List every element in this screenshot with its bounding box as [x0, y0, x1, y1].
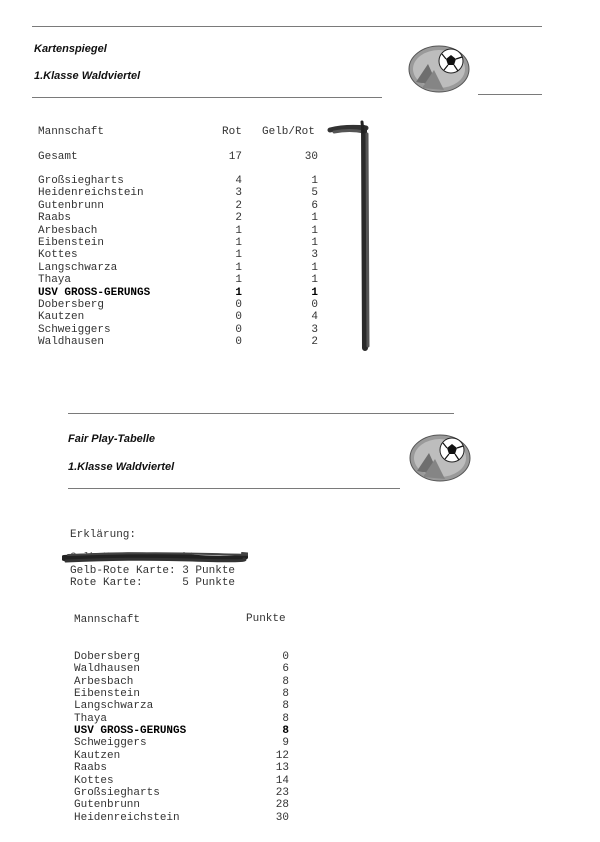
table-row-rot: 1: [235, 237, 242, 249]
table-row-gelbrot: 3: [311, 323, 318, 336]
soccer-ball-logo: [408, 44, 470, 94]
list-item-points: 8: [282, 688, 289, 701]
table-row-gelbrot: 6: [311, 199, 318, 212]
table-row-team: Langschwarza: [38, 261, 118, 274]
table-row-rot: 1: [235, 286, 242, 299]
total-rot: 17: [228, 151, 242, 163]
list-item-points: 6: [282, 663, 289, 676]
list-item-team: USV GROSS-GERUNGS: [74, 725, 187, 738]
table-row-team: Dobersberg: [38, 299, 105, 311]
table-row-rot: 2: [235, 212, 242, 225]
table-row-rot: 1: [235, 249, 242, 262]
header-rule-left: [32, 97, 382, 98]
table-row-rot: 0: [235, 311, 242, 324]
table-row-gelbrot: 0: [311, 299, 318, 311]
struck-yellow-card-line: Gelb Karte: 1 Punkt: [70, 552, 196, 564]
list-item-points: 30: [275, 811, 289, 824]
list-item-points: 14: [275, 774, 289, 787]
list-item-points: 8: [282, 725, 289, 738]
list-item-points: 8: [282, 700, 289, 713]
table-row-team: Waldhausen: [38, 336, 105, 349]
table-row-rot: 1: [235, 261, 242, 274]
list-item-team: Langschwarza: [74, 700, 154, 713]
table-row-team: Thaya: [38, 274, 72, 287]
table-row-gelbrot: 4: [311, 311, 318, 324]
rule-rot: Rote Karte: 5 Punkte: [70, 577, 236, 589]
table-row-team: Kautzen: [38, 311, 85, 324]
table-row-gelbrot: 1: [311, 212, 318, 225]
table-row-rot: 2: [235, 199, 242, 212]
list-item-team: Dobersberg: [74, 651, 141, 663]
list-item-points: 9: [282, 737, 289, 750]
fairplay-top-rule: [68, 413, 454, 414]
table-row-gelbrot: 5: [311, 187, 318, 200]
explanation-label: Erklärung:: [70, 529, 137, 541]
header-rule-right: [478, 94, 542, 95]
table-row-team: USV GROSS-GERUNGS: [38, 286, 151, 299]
table-row-team: Raabs: [38, 212, 72, 225]
table-row-gelbrot: 1: [311, 261, 318, 274]
col-header-rot: Rot: [222, 126, 242, 138]
table-row-gelbrot: 1: [311, 224, 318, 237]
fairplay-col-header-points: Punkte: [246, 613, 286, 625]
table-row-gelbrot: 2: [311, 336, 318, 349]
table-row-team: Kottes: [38, 249, 78, 262]
rule-gelbrot: Gelb-Rote Karte: 3 Punkte: [70, 565, 236, 577]
table-row-team: Gutenbrunn: [38, 199, 105, 212]
table-row-rot: 1: [235, 224, 242, 237]
table-row-team: Eibenstein: [38, 237, 105, 249]
list-item-points: 8: [282, 712, 289, 725]
section-title-kartenspiegel: Kartenspiegel: [34, 43, 107, 55]
list-item-team: Waldhausen: [74, 663, 141, 676]
list-item-points: 0: [282, 651, 289, 663]
list-item-team: Thaya: [74, 712, 108, 725]
fairplay-header-rule: [68, 488, 400, 489]
top-rule: [32, 26, 542, 27]
table-row-rot: 0: [235, 299, 242, 311]
table-row-rot: 4: [235, 175, 242, 187]
col-header-gelbrot: Gelb/Rot: [262, 126, 315, 138]
list-item-team: Arbesbach: [74, 675, 134, 688]
table-row-gelbrot: 3: [311, 249, 318, 262]
soccer-ball-logo-2: [409, 433, 471, 483]
table-row-gelbrot: 1: [311, 286, 318, 299]
total-gelbrot: 30: [304, 151, 318, 163]
table-row-team: Großsiegharts: [38, 175, 124, 187]
table-row-team: Schweiggers: [38, 323, 111, 336]
list-item-team: Gutenbrunn: [74, 799, 141, 812]
list-item-points: 13: [275, 762, 289, 775]
section-subtitle-kartenspiegel: 1.Klasse Waldviertel: [34, 70, 141, 82]
total-label: Gesamt: [38, 151, 78, 163]
list-item-team: Raabs: [74, 762, 108, 775]
list-item-points: 12: [275, 749, 289, 762]
section-subtitle-fairplay: 1.Klasse Waldviertel: [68, 461, 175, 473]
table-row-rot: 1: [235, 274, 242, 287]
list-item-points: 23: [275, 786, 289, 799]
list-item-team: Großsiegharts: [74, 786, 160, 799]
table-row-gelbrot: 1: [311, 274, 318, 287]
list-item-team: Kautzen: [74, 749, 121, 762]
list-item-team: Schweiggers: [74, 737, 147, 750]
table-row-gelbrot: 1: [311, 237, 318, 249]
table-row-rot: 0: [235, 336, 242, 349]
table-row-rot: 3: [235, 187, 242, 200]
fairplay-col-header-team: Mannschaft: [74, 614, 141, 626]
marker-bracket: [326, 120, 376, 352]
scribble-strikethrough: [62, 550, 248, 566]
list-item-team: Heidenreichstein: [74, 811, 180, 824]
col-header-team: Mannschaft: [38, 126, 105, 138]
list-item-points: 28: [275, 799, 289, 812]
list-item-team: Kottes: [74, 774, 114, 787]
table-row-rot: 0: [235, 323, 242, 336]
list-item-team: Eibenstein: [74, 688, 141, 701]
list-item-points: 8: [282, 675, 289, 688]
table-row-team: Arbesbach: [38, 224, 98, 237]
table-row-gelbrot: 1: [311, 175, 318, 187]
table-row-team: Heidenreichstein: [38, 187, 144, 200]
section-title-fairplay: Fair Play-Tabelle: [68, 433, 156, 445]
